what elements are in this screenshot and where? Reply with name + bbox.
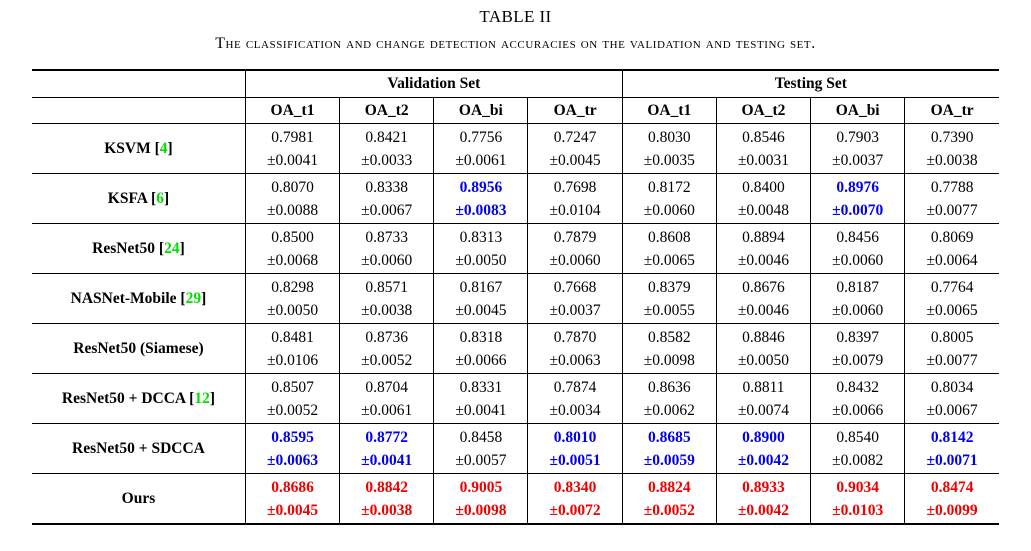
value-cell [905,274,999,324]
mean-value: 0.9005 [459,478,503,496]
method-name: ResNet50 (Siamese) [32,324,245,374]
std-value: ±0.0035 [643,151,695,169]
value-cell [622,324,716,374]
mean-value: 0.7981 [271,128,314,146]
value-cell [622,374,716,424]
std-value: ±0.0061 [455,151,507,169]
std-value: ±0.0045 [266,501,319,519]
value-cell [245,424,339,474]
value-cell [245,174,339,224]
value-cell [622,124,716,174]
value-cell [905,124,999,174]
col-header-val-oa-tr: OA_tr [528,98,622,124]
std-value: ±0.0051 [549,451,601,469]
method-name: NASNet-Mobile [29] [32,274,245,324]
std-value: ±0.0103 [832,501,884,519]
mean-value: 0.7247 [553,128,597,146]
mean-value: 0.8546 [742,128,785,146]
mean-value: 0.8167 [459,278,503,296]
mean-value: 0.7698 [553,178,597,196]
table-number-label: TABLE II [479,7,552,26]
mean-value: 0.8772 [365,428,409,446]
col-header-test-oa-bi: OA_bi [811,98,905,124]
mean-value: 0.8507 [271,378,314,396]
method-name: ResNet50 + DCCA [12] [32,374,245,424]
value-cell [811,474,905,525]
mean-value: 0.8318 [459,328,503,346]
citation-number: 24 [164,239,180,257]
table-row [32,324,999,374]
std-value: ±0.0060 [832,251,884,269]
std-value: ±0.0071 [926,451,978,469]
table-row [32,424,999,474]
value-cell [245,324,339,374]
mean-value: 0.8474 [930,478,974,496]
mean-value: 0.8976 [836,178,879,196]
mean-value: 0.8069 [930,228,974,246]
value-cell [528,174,622,224]
std-value: ±0.0060 [361,251,413,269]
std-value: ±0.0063 [549,351,601,369]
col-header-val-oa-t1: OA_t1 [245,98,339,124]
mean-value: 0.8421 [365,128,409,146]
std-value: ±0.0064 [926,251,978,269]
table-caption-block [0,0,1031,53]
value-cell [340,274,434,324]
value-cell [528,224,622,274]
std-value: ±0.0072 [549,501,601,519]
std-value: ±0.0077 [926,351,978,369]
std-value: ±0.0052 [643,501,695,519]
value-cell [340,174,434,224]
mean-value: 0.8824 [647,478,691,496]
value-cell [811,424,905,474]
mean-value: 0.8685 [647,428,691,446]
value-cell [905,224,999,274]
value-cell [716,424,810,474]
std-value: ±0.0063 [266,451,319,469]
value-cell [811,324,905,374]
mean-value: 0.8458 [459,428,503,446]
std-value: ±0.0048 [737,201,790,219]
std-value: ±0.0066 [832,401,884,419]
std-value: ±0.0050 [266,301,319,319]
std-value: ±0.0059 [643,451,695,469]
std-value: ±0.0104 [549,201,601,219]
mean-value: 0.8582 [647,328,691,346]
std-value: ±0.0037 [549,301,601,319]
method-name: KSVM [4] [32,124,245,174]
value-cell [528,424,622,474]
std-value: ±0.0046 [737,301,790,319]
table-row [32,224,999,274]
mean-value: 0.8379 [647,278,691,296]
mean-value: 0.8005 [930,328,974,346]
value-cell [811,174,905,224]
value-cell [905,474,999,525]
std-value: ±0.0034 [549,401,601,419]
std-value: ±0.0052 [266,401,319,419]
method-name: Ours [32,474,245,525]
mean-value: 0.8811 [742,378,785,396]
value-cell [622,224,716,274]
std-value: ±0.0060 [643,201,695,219]
mean-value: 0.8070 [271,178,314,196]
mean-value: 0.8842 [365,478,409,496]
mean-value: 0.8676 [742,278,785,296]
value-cell [622,274,716,324]
value-cell [245,224,339,274]
std-value: ±0.0077 [926,201,978,219]
mean-value: 0.7756 [459,128,503,146]
mean-value: 0.8397 [836,328,879,346]
value-cell [716,174,810,224]
std-value: ±0.0067 [926,401,978,419]
std-value: ±0.0065 [643,251,695,269]
method-name: KSFA [6] [32,174,245,224]
validation-set-header: Validation Set [245,70,622,98]
value-cell [716,324,810,374]
mean-value: 0.7874 [553,378,597,396]
value-cell [811,224,905,274]
col-header-test-oa-tr: OA_tr [905,98,999,124]
std-value: ±0.0041 [455,401,507,419]
mean-value: 0.7879 [553,228,597,246]
std-value: ±0.0041 [266,151,319,169]
mean-value: 0.8187 [836,278,879,296]
std-value: ±0.0038 [361,301,413,319]
std-value: ±0.0098 [455,501,507,519]
std-value: ±0.0045 [455,301,507,319]
std-value: ±0.0079 [832,351,884,369]
value-cell [434,124,528,174]
mean-value: 0.8956 [459,178,503,196]
mean-value: 0.8540 [836,428,879,446]
value-cell [434,424,528,474]
table-row [32,124,999,174]
value-cell [434,474,528,525]
mean-value: 0.7903 [836,128,879,146]
group-header-row [32,70,999,98]
value-cell [434,324,528,374]
std-value: ±0.0052 [361,351,413,369]
mean-value: 0.7390 [930,128,974,146]
mean-value: 0.8736 [365,328,409,346]
mean-value: 0.8030 [647,128,691,146]
citation-number: 12 [194,389,210,407]
value-cell [716,124,810,174]
col-header-test-oa-t1: OA_t1 [622,98,716,124]
std-value: ±0.0037 [832,151,884,169]
mean-value: 0.8400 [742,178,785,196]
citation-number: 4 [159,139,168,157]
value-cell [245,374,339,424]
mean-value: 0.7788 [930,178,974,196]
corner-cell [32,98,245,124]
value-cell [622,474,716,525]
value-cell [811,274,905,324]
value-cell [905,324,999,374]
value-cell [528,274,622,324]
mean-value: 0.8340 [553,478,597,496]
mean-value: 0.8481 [271,328,314,346]
value-cell [811,124,905,174]
value-cell [434,174,528,224]
mean-value: 0.8636 [647,378,691,396]
value-cell [622,174,716,224]
value-cell [245,124,339,174]
std-value: ±0.0045 [549,151,601,169]
value-cell [716,474,810,525]
std-value: ±0.0060 [549,251,601,269]
std-value: ±0.0106 [266,351,319,369]
value-cell [622,424,716,474]
mean-value: 0.7764 [930,278,974,296]
mean-value: 0.8331 [459,378,503,396]
mean-value: 0.8704 [365,378,409,396]
value-cell [245,274,339,324]
value-cell [528,374,622,424]
value-cell [340,324,434,374]
table-body [32,124,999,525]
value-cell [905,424,999,474]
std-value: ±0.0055 [643,301,695,319]
mean-value: 0.8298 [271,278,314,296]
table-caption-text: The classification and change detection accuracies on the validation and testing set. [215,35,816,52]
citation-number: 29 [185,289,202,307]
std-value: ±0.0050 [455,251,507,269]
table-row [32,374,999,424]
std-value: ±0.0068 [266,251,319,269]
std-value: ±0.0067 [361,201,413,219]
mean-value: 0.9034 [836,478,879,496]
mean-value: 0.8010 [553,428,597,446]
mean-value: 0.8500 [271,228,314,246]
std-value: ±0.0099 [926,501,978,519]
mean-value: 0.8933 [742,478,785,496]
mean-value: 0.8571 [365,278,409,296]
table-row [32,174,999,224]
std-value: ±0.0083 [455,201,507,219]
std-value: ±0.0062 [643,401,695,419]
std-value: ±0.0070 [832,201,884,219]
value-cell [434,274,528,324]
mean-value: 0.8142 [930,428,974,446]
testing-set-header: Testing Set [622,70,999,98]
method-name: ResNet50 [24] [32,224,245,274]
col-header-val-oa-t2: OA_t2 [340,98,434,124]
std-value: ±0.0057 [455,451,507,469]
std-value: ±0.0088 [266,201,319,219]
std-value: ±0.0050 [737,351,790,369]
value-cell [811,374,905,424]
std-value: ±0.0046 [737,251,790,269]
std-value: ±0.0033 [361,151,413,169]
std-value: ±0.0038 [361,501,413,519]
mean-value: 0.8608 [647,228,691,246]
value-cell [716,374,810,424]
column-header-row [32,98,999,124]
std-value: ±0.0060 [832,301,884,319]
value-cell [528,474,622,525]
mean-value: 0.8034 [930,378,974,396]
mean-value: 0.8338 [365,178,409,196]
mean-value: 0.8900 [742,428,785,446]
mean-value: 0.8432 [836,378,879,396]
value-cell [528,124,622,174]
col-header-test-oa-t2: OA_t2 [716,98,810,124]
value-cell [245,474,339,525]
std-value: ±0.0042 [737,501,790,519]
mean-value: 0.8313 [459,228,503,246]
mean-value: 0.8894 [742,228,785,246]
value-cell [340,224,434,274]
value-cell [340,424,434,474]
value-cell [905,374,999,424]
value-cell [340,124,434,174]
std-value: ±0.0061 [361,401,413,419]
results-table [32,69,999,525]
std-value: ±0.0031 [737,151,790,169]
value-cell [434,224,528,274]
mean-value: 0.8172 [647,178,691,196]
value-cell [340,474,434,525]
std-value: ±0.0041 [361,451,413,469]
std-value: ±0.0038 [926,151,978,169]
mean-value: 0.7668 [553,278,597,296]
std-value: ±0.0042 [737,451,790,469]
mean-value: 0.8686 [271,478,314,496]
value-cell [528,324,622,374]
mean-value: 0.7870 [553,328,597,346]
value-cell [340,374,434,424]
mean-value: 0.8456 [836,228,879,246]
mean-value: 0.8846 [742,328,785,346]
mean-value: 0.8733 [365,228,409,246]
citation-number: 6 [156,189,164,207]
value-cell [905,174,999,224]
value-cell [434,374,528,424]
col-header-val-oa-bi: OA_bi [434,98,528,124]
method-name: ResNet50 + SDCCA [32,424,245,474]
table-row [32,274,999,324]
std-value: ±0.0098 [643,351,695,369]
value-cell [716,224,810,274]
std-value: ±0.0074 [737,401,790,419]
mean-value: 0.8595 [271,428,314,446]
std-value: ±0.0065 [926,301,978,319]
corner-cell [32,70,245,98]
std-value: ±0.0066 [455,351,507,369]
table-row [32,474,999,525]
value-cell [716,274,810,324]
std-value: ±0.0082 [832,451,884,469]
